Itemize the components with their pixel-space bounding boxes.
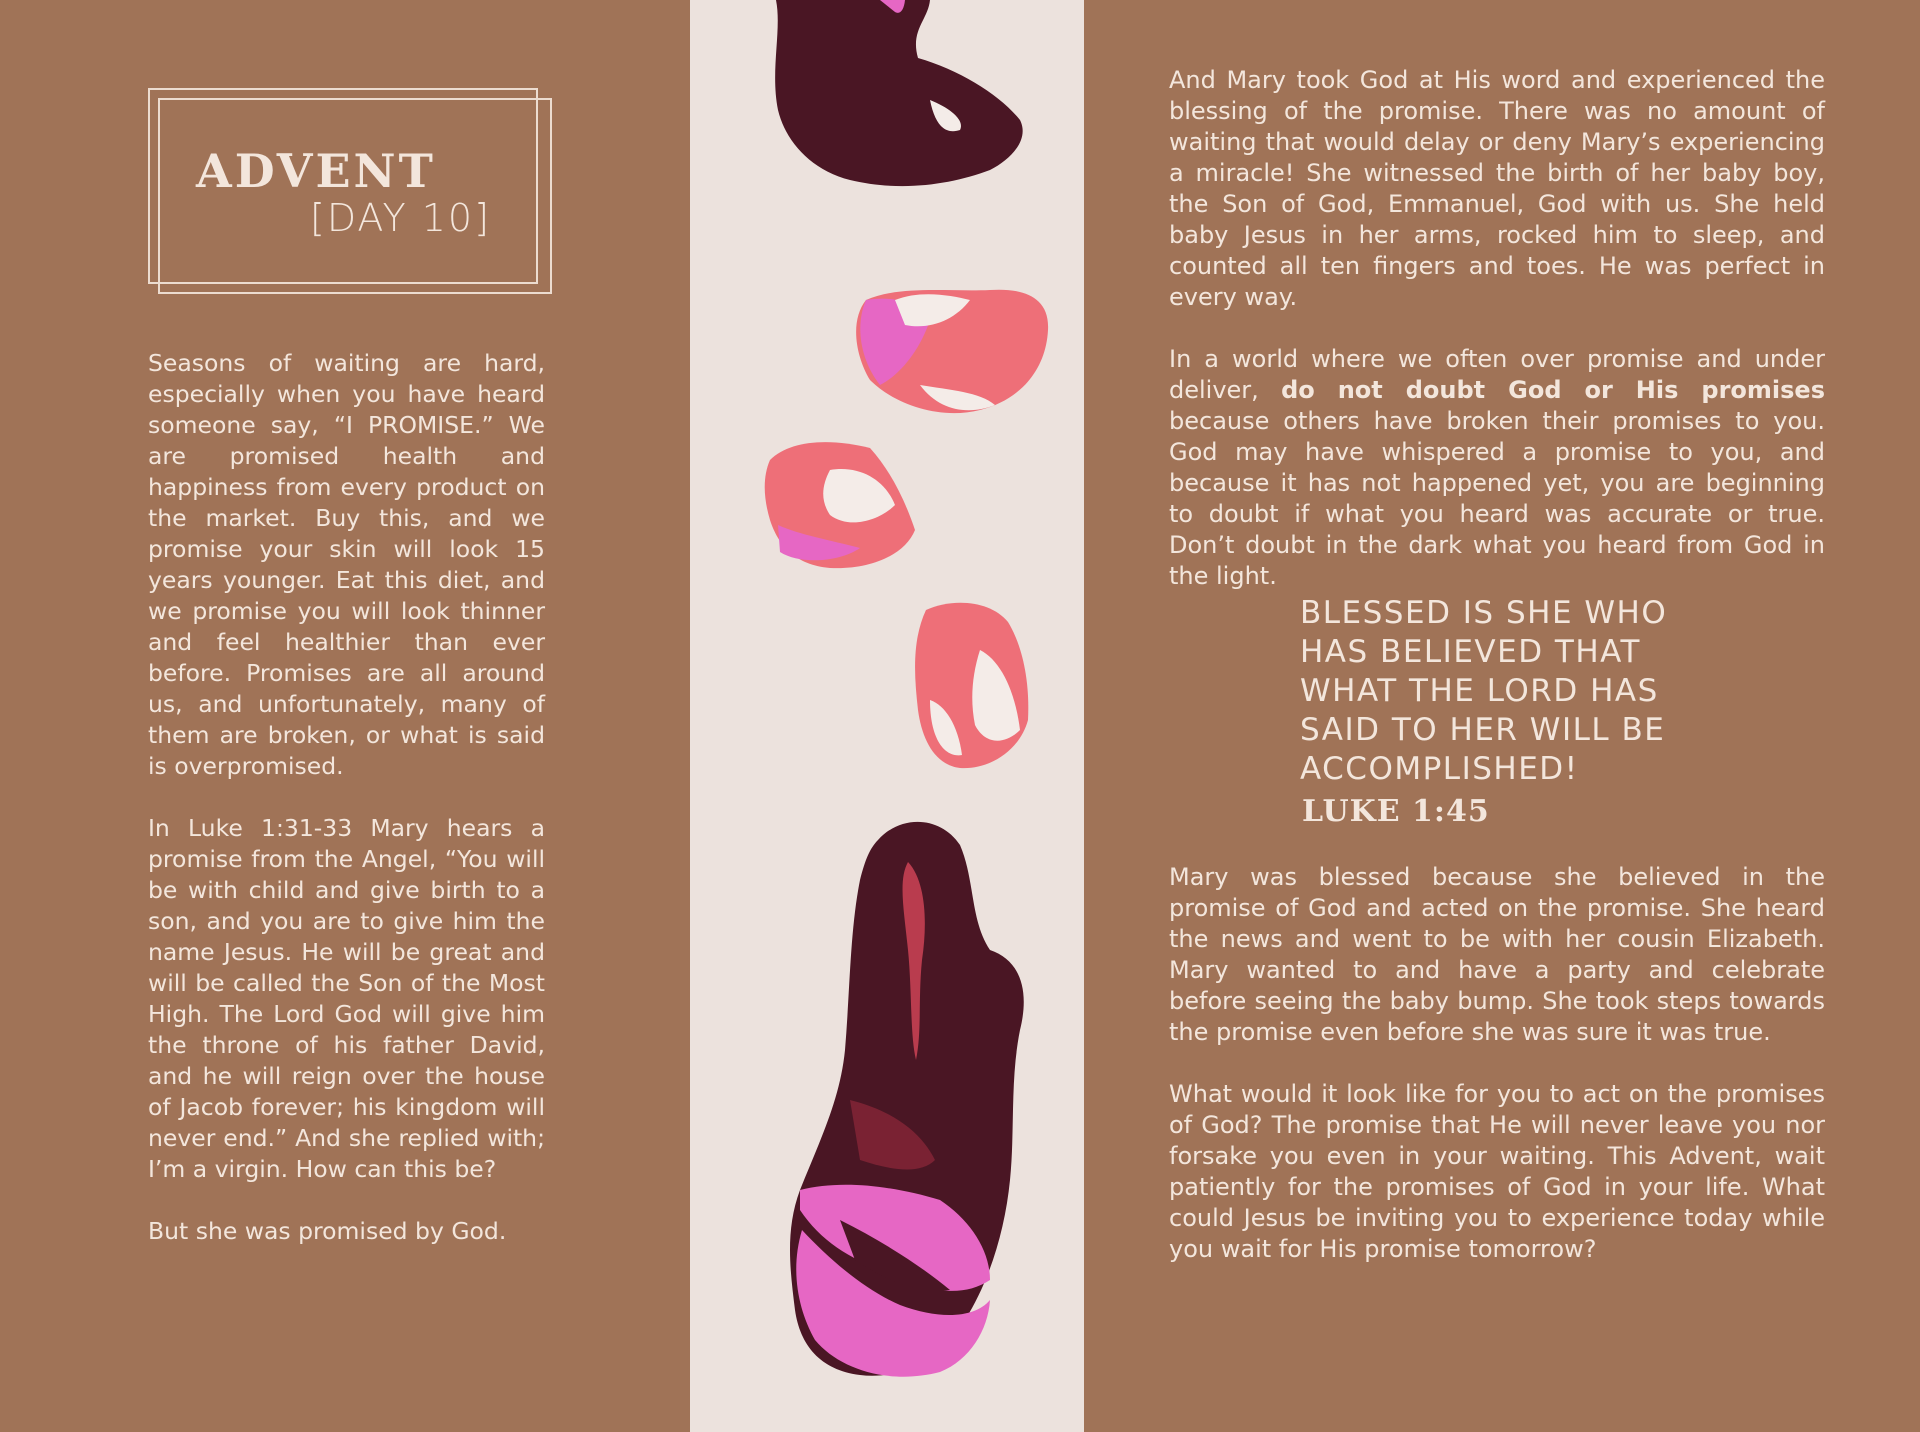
scripture-quote: BLESSED IS SHE WHO HAS BELIEVED THAT WHAT THE LORD HAS SAID TO HER WILL BE ACCOMPLISHED! xyxy=(1300,595,1668,787)
left-paragraph-1: Seasons of waiting are hard, especially when you have heard someone say, “I PROMISE.” We are promised health and happiness from every product on the market. Buy this, and we promise your skin will look 15 years younger. Eat this diet, and we promise you will look thinner and feel healthier than ever before. Promises are all around us, and unfortunately, many of them are broken, or what is said is overpromised. xyxy=(148,349,545,780)
right-paragraph-3: Mary was blessed because she believed in the promise of God and acted on the promise. She heard the news and went to be with her cousin Elizabeth. Mary wanted to and have a party and celebrate before seeing the baby bump. She took steps towards the promise even before she was sure it was true. xyxy=(1169,863,1825,1046)
abstract-paint-strokes xyxy=(690,0,1084,1432)
coral-blob-3 xyxy=(915,603,1028,768)
center-art-panel xyxy=(690,0,1084,1432)
right-body-text-top xyxy=(1169,65,1825,623)
dark-stroke-top xyxy=(775,0,1023,186)
right-paragraph-2-start: In a world where we often over promise and under deliver, xyxy=(1169,345,1825,404)
page-subtitle: [DAY 10] xyxy=(310,196,491,240)
large-dark-stroke xyxy=(790,822,1024,1377)
right-body-text-bottom xyxy=(1169,862,1825,1296)
right-paragraph-2-end: because others have broken their promises to you. God may have whispered a promise to you, and because it has not happened yet, you are beginning to doubt if what you heard was accurate or true. Don’t doubt in the dark what you heard from God in the light. xyxy=(1169,407,1825,590)
right-paragraph-2-bold: do not doubt God or His promises xyxy=(1281,376,1825,404)
right-paragraph-4: What would it look like for you to act on the promises of God? The promise that He will never leave you nor forsake you even in your waiting. This Advent, wait patiently for the promises of God in your life. What could Jesus be inviting you to experience today while you wait for His promise tomorrow? xyxy=(1169,1080,1825,1263)
coral-blob-2 xyxy=(765,442,915,568)
right-paragraph-2 xyxy=(1169,344,1825,592)
scripture-reference: LUKE 1:45 xyxy=(1302,794,1490,829)
title-frame xyxy=(148,88,538,292)
left-body-text xyxy=(148,348,545,1278)
right-paragraph-1: And Mary took God at His word and experienced the blessing of the promise. There was no amount of waiting that would delay or deny Mary’s experiencing a miracle! She witnessed the birth of her baby boy, the Son of God, Emmanuel, God with us. She held baby Jesus in her arms, rocked him to sleep, and counted all ten fingers and toes. He was perfect in every way. xyxy=(1169,66,1825,311)
left-paragraph-3: But she was promised by God. xyxy=(148,1217,507,1245)
left-paragraph-2: In Luke 1:31-33 Mary hears a promise from the Angel, “You will be with child and give birth to a son, and you are to give him the name Jesus. He will be great and will be called the Son of the Most High. The Lord God will give him the throne of his father David, and he will reign over the house of Jacob forever; his kingdom will never end.” And she replied with; I’m a virgin. How can this be? xyxy=(148,814,545,1183)
page-title: ADVENT xyxy=(196,144,436,198)
pink-blob-1 xyxy=(856,290,1048,413)
